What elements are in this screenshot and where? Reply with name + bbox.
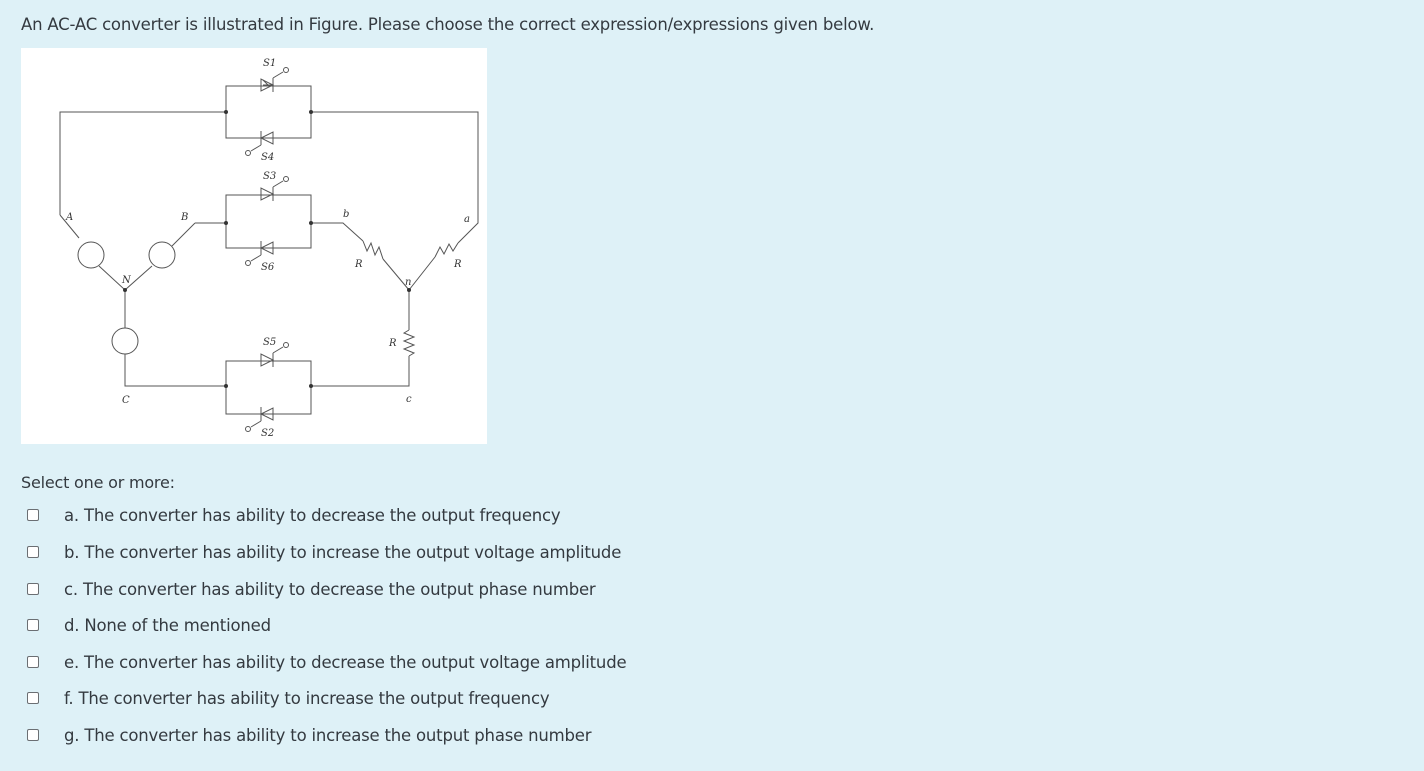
label-s1: S1 <box>263 58 277 69</box>
label-b-upper: B <box>181 212 189 223</box>
option-label: g. The converter has ability to increase the output phase number <box>64 725 592 745</box>
label-n-lower: n <box>405 277 412 288</box>
option-label: b. The converter has ability to increase the output voltage amplitude <box>64 542 622 562</box>
circuit-diagram <box>21 48 487 444</box>
option-label: a. The converter has ability to decrease the output frequency <box>64 505 561 525</box>
label-resistor-b: R <box>355 259 363 270</box>
label-s4: S4 <box>261 152 275 163</box>
option-label: c. The converter has ability to decrease the output phase number <box>64 579 596 599</box>
circuit-figure <box>21 48 487 444</box>
label-s5: S5 <box>263 337 277 348</box>
checkbox[interactable] <box>27 546 39 558</box>
label-c-upper: C <box>122 395 130 406</box>
option-b[interactable] <box>0 537 700 567</box>
option-c[interactable] <box>0 574 700 604</box>
checkbox[interactable] <box>27 692 39 704</box>
option-g[interactable] <box>0 720 700 750</box>
checkbox[interactable] <box>27 509 39 521</box>
label-s3: S3 <box>263 171 277 182</box>
select-prompt: Select one or more: <box>21 473 175 492</box>
option-d[interactable] <box>0 610 700 640</box>
option-label: e. The converter has ability to decrease the output voltage amplitude <box>64 652 627 672</box>
checkbox[interactable] <box>27 729 39 741</box>
option-e[interactable] <box>0 647 700 677</box>
label-resistor-a: R <box>454 259 462 270</box>
label-b-lower: b <box>343 209 350 220</box>
option-label: d. None of the mentioned <box>64 615 271 635</box>
label-a-lower: a <box>464 214 470 225</box>
option-a[interactable] <box>0 500 700 530</box>
checkbox[interactable] <box>27 583 39 595</box>
checkbox[interactable] <box>27 619 39 631</box>
label-resistor-c: R <box>389 338 397 349</box>
question-text: An AC-AC converter is illustrated in Figure. Please choose the correct expression/expressions given below. <box>21 15 875 34</box>
label-s2: S2 <box>261 428 275 439</box>
checkbox[interactable] <box>27 656 39 668</box>
option-label: f. The converter has ability to increase the output frequency <box>64 688 550 708</box>
label-n-upper: N <box>122 275 131 286</box>
label-c-lower: c <box>406 394 412 405</box>
label-a-upper: A <box>66 212 74 223</box>
option-f[interactable] <box>0 683 700 713</box>
label-s6: S6 <box>261 262 275 273</box>
